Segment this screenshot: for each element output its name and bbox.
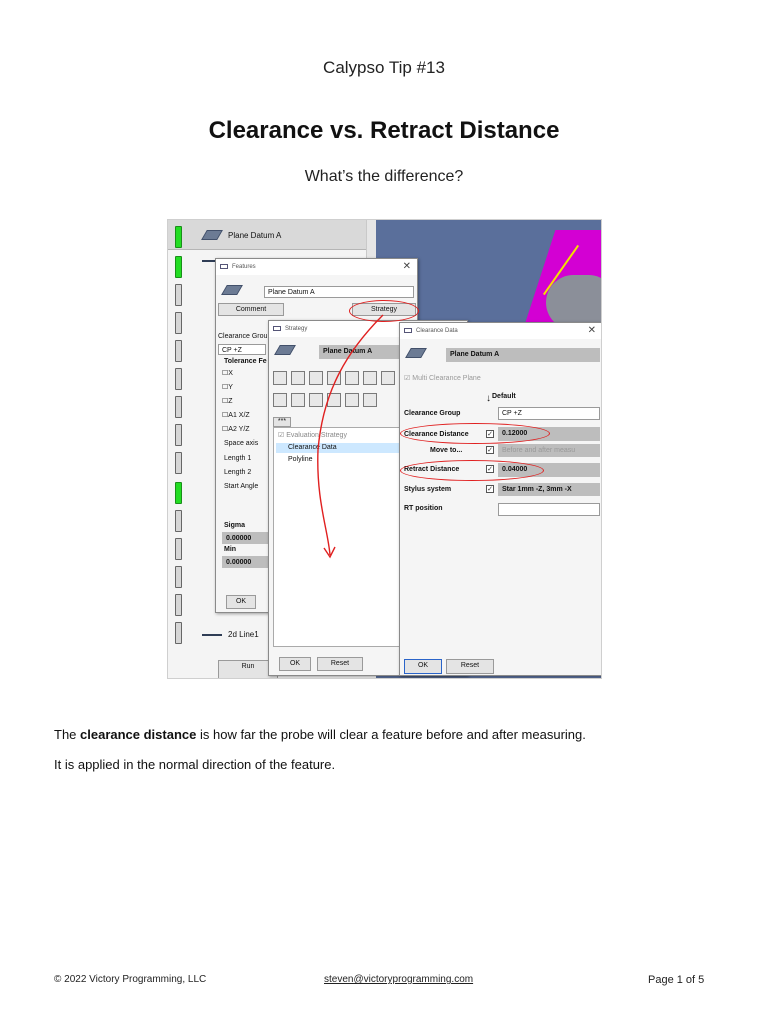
min-label: Min [224, 546, 237, 553]
clearance-distance-label: Clearance Distance [404, 431, 469, 438]
paragraph-clearance [54, 727, 586, 742]
close-icon[interactable]: ✕ [402, 261, 411, 272]
paragraph-text: is how far the probe will clear a feature before and after measuring. [196, 727, 586, 742]
rt-position-label: RT position [404, 505, 443, 512]
annotation-clearance-oval [400, 423, 550, 444]
strategy-ok-button[interactable]: OK [279, 657, 311, 671]
tree-item-selected[interactable] [168, 220, 368, 250]
document-title: Clearance vs. Retract Distance [208, 117, 560, 144]
clearance-distance-field[interactable]: 0.12000 [498, 427, 600, 441]
status-marker [175, 396, 182, 418]
clearance-group-field[interactable]: CP +Z [218, 344, 266, 355]
strategy-tab[interactable]: *** [273, 417, 291, 427]
window-icon [273, 326, 281, 331]
rt-position-field[interactable] [498, 503, 600, 516]
plane-icon [221, 285, 243, 295]
status-marker [175, 452, 182, 474]
space-axis-label: Space axis [224, 440, 259, 447]
status-marker [175, 594, 182, 616]
window-icon [404, 328, 412, 333]
annotation-arrow [288, 310, 398, 570]
toolbar-icon[interactable] [273, 393, 287, 407]
tree-item-polyline[interactable]: Polyline [288, 456, 313, 463]
z-checkbox-label[interactable]: ☐Z [222, 398, 233, 405]
status-marker-green [175, 482, 182, 504]
status-marker-green [175, 226, 182, 248]
tree-item-label: Clearance Data [288, 444, 337, 451]
status-marker [175, 622, 182, 644]
y-checkbox-label[interactable]: ☐Y [222, 384, 233, 391]
status-marker [175, 340, 182, 362]
status-marker [175, 424, 182, 446]
plane-icon [201, 230, 223, 240]
default-label: Default [492, 393, 516, 400]
clearance-group-label: Clearance Group [404, 410, 461, 417]
tab-strategy[interactable]: Strategy [352, 303, 416, 316]
move-to-checkbox[interactable]: ✓ [487, 447, 493, 454]
move-to-select[interactable]: Before and after measu [498, 444, 600, 457]
plane-icon [405, 348, 427, 358]
retract-distance-field[interactable]: 0.04000 [498, 463, 600, 477]
min-field: 0.00000 [222, 556, 268, 568]
status-marker [175, 510, 182, 532]
calypso-screenshot [167, 219, 602, 679]
multi-clearance-checkbox[interactable]: ☑ Multi Clearance Plane [404, 375, 481, 382]
retract-distance-checkbox[interactable]: ✓ [487, 466, 493, 473]
clearance-data-window [399, 322, 602, 676]
tab-comment[interactable]: Comment [218, 303, 284, 316]
stylus-system-select[interactable]: Star 1mm -Z, 3mm -X [498, 483, 600, 496]
a2-checkbox-label[interactable]: ☐A2 Y/Z [222, 426, 250, 433]
window-title: Strategy [285, 326, 308, 332]
footer-page-number: Page 1 of 5 [648, 974, 705, 986]
status-marker [175, 284, 182, 306]
clearance-group-select[interactable]: CP +Z [498, 407, 600, 420]
length1-label: Length 1 [224, 455, 252, 462]
features-window-titlebar [216, 259, 417, 275]
clearance-distance-checkbox[interactable]: ✓ [487, 431, 493, 438]
move-to-label: Move to... [430, 447, 463, 454]
document-subtitle: What’s the difference? [304, 168, 464, 185]
retract-distance-label: Retract Distance [404, 466, 460, 473]
status-marker [175, 566, 182, 588]
clearance-feature-name: Plane Datum A [446, 348, 600, 362]
tree-item-label[interactable]: 2d Line1 [228, 630, 259, 639]
bold-term: clearance distance [80, 727, 197, 742]
sigma-label: Sigma [224, 522, 246, 529]
stylus-system-label: Stylus system [404, 486, 452, 493]
stylus-system-checkbox[interactable]: ✓ [487, 486, 493, 493]
window-icon [220, 264, 228, 269]
sigma-field: 0.00000 [222, 532, 268, 544]
a1-checkbox-label[interactable]: ☐A1 X/Z [222, 412, 250, 419]
tree-root-evaluation-strategy[interactable]: ☑ Evaluation Strategy [278, 432, 347, 439]
tolerance-label: Tolerance Fe [224, 358, 267, 365]
strategy-feature-name: Plane Datum A [319, 345, 399, 359]
window-title: Clearance Data [416, 328, 458, 334]
clearance-window-titlebar [400, 323, 602, 339]
footer-email-link[interactable]: steven@victoryprogramming.com [324, 974, 474, 985]
status-marker [175, 312, 182, 334]
status-marker-green [175, 256, 182, 278]
paragraph-normal-direction: It is applied in the normal direction of the feature. [54, 757, 336, 772]
x-checkbox-label[interactable]: ☐X [222, 370, 233, 377]
window-title: Features [232, 264, 256, 270]
start-angle-label: Start Angle [224, 483, 259, 490]
clearance-reset-button[interactable]: Reset [446, 659, 494, 674]
footer-copyright: © 2022 Victory Programming, LLC [54, 974, 207, 985]
status-marker [175, 368, 182, 390]
run-button[interactable]: Run [218, 660, 278, 679]
paragraph-text: The [54, 727, 81, 742]
strategy-reset-button[interactable]: Reset [317, 657, 363, 671]
down-arrow-icon: ↓ [486, 393, 491, 404]
status-marker [175, 538, 182, 560]
tree-item-label: Plane Datum A [228, 231, 282, 240]
toolbar-icon[interactable] [273, 371, 287, 385]
clearance-group-label: Clearance Grou [218, 333, 268, 340]
length2-label: Length 2 [224, 469, 252, 476]
features-ok-button[interactable]: OK [226, 595, 256, 609]
document-header: Calypso Tip #13 [323, 58, 445, 77]
close-icon[interactable]: ✕ [587, 325, 596, 336]
annotation-retract-oval [400, 460, 544, 481]
feature-name-field[interactable]: Plane Datum A [264, 286, 414, 298]
clearance-ok-button[interactable]: OK [404, 659, 442, 674]
line-icon [202, 634, 222, 636]
